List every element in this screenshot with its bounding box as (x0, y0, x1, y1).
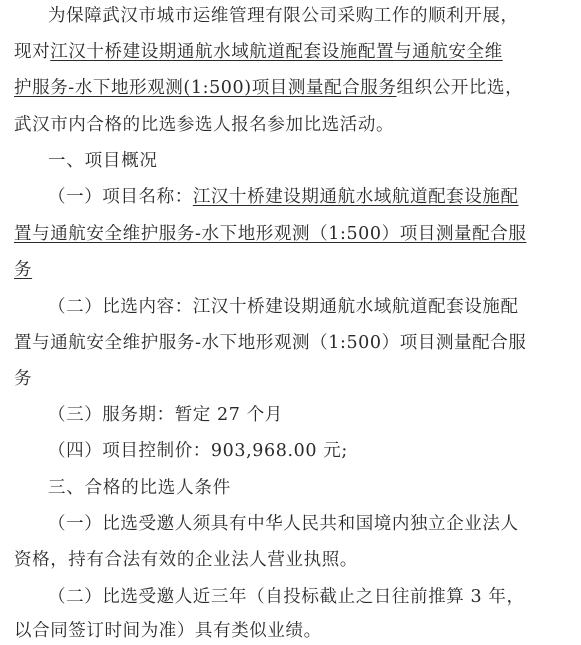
item-1-label: （一）项目名称： (48, 187, 193, 207)
intro-prefix: 现对 (14, 42, 51, 62)
requirement-1-line-2: 资格，持有合法有效的企业法人营业执照。 (14, 550, 358, 570)
project-title-link: 江汉十桥建设期通航水域航道配套设施配置与通航安全维 (50, 42, 503, 62)
intro-line-3 (14, 76, 574, 100)
requirement-2-line-1: （二）比选受邀人近三年（自投标截止之日往前推算 3 年， (48, 587, 525, 607)
intro-suffix: 组织公开比选， (396, 78, 524, 98)
item-2-line-1: （二）比选内容：江汉十桥建设期通航水域航道配套设施配 (48, 297, 519, 317)
requirement-1-line-1: （一）比选受邀人须具有中华人民共和国境内独立企业法人 (48, 514, 519, 534)
intro-line-4: 武汉市内合格的比选参选人报名参加比选活动。 (14, 115, 395, 135)
intro-line-1: 为保障武汉市城市运维管理有限公司采购工作的顺利开展， (48, 6, 519, 26)
section-1-heading: 一、项目概况 (48, 151, 158, 171)
item-3-service-period: （三）服务期：暂定 27 个月 (48, 405, 283, 425)
item-2-line-3: 务 (14, 369, 33, 389)
intro-line-2 (14, 40, 574, 64)
section-3-heading: 三、合格的比选人条件 (48, 478, 231, 498)
item-4-control-price: （四）项目控制价：903,968.00 元; (48, 441, 348, 461)
item-1-name: 江汉十桥建设期通航水域航道配套设施配 (192, 187, 519, 207)
item-1-line-1 (48, 185, 574, 209)
project-title-link-cont: 护服务-水下地形观测(1:500)项目测量配合服务 (14, 78, 397, 98)
item-2-line-2: 置与通航安全维护服务-水下地形观测（1:500）项目测量配合服 (14, 333, 527, 353)
item-1-line-3 (14, 258, 574, 282)
item-1-line-2: 置与通航安全维护服务-水下地形观测（1:500）项目测量配合服 (14, 224, 527, 244)
requirement-2-line-2: 以合同签订时间为准）具有类似业绩。 (14, 621, 322, 641)
item-1-name-end: 务 (14, 260, 33, 280)
